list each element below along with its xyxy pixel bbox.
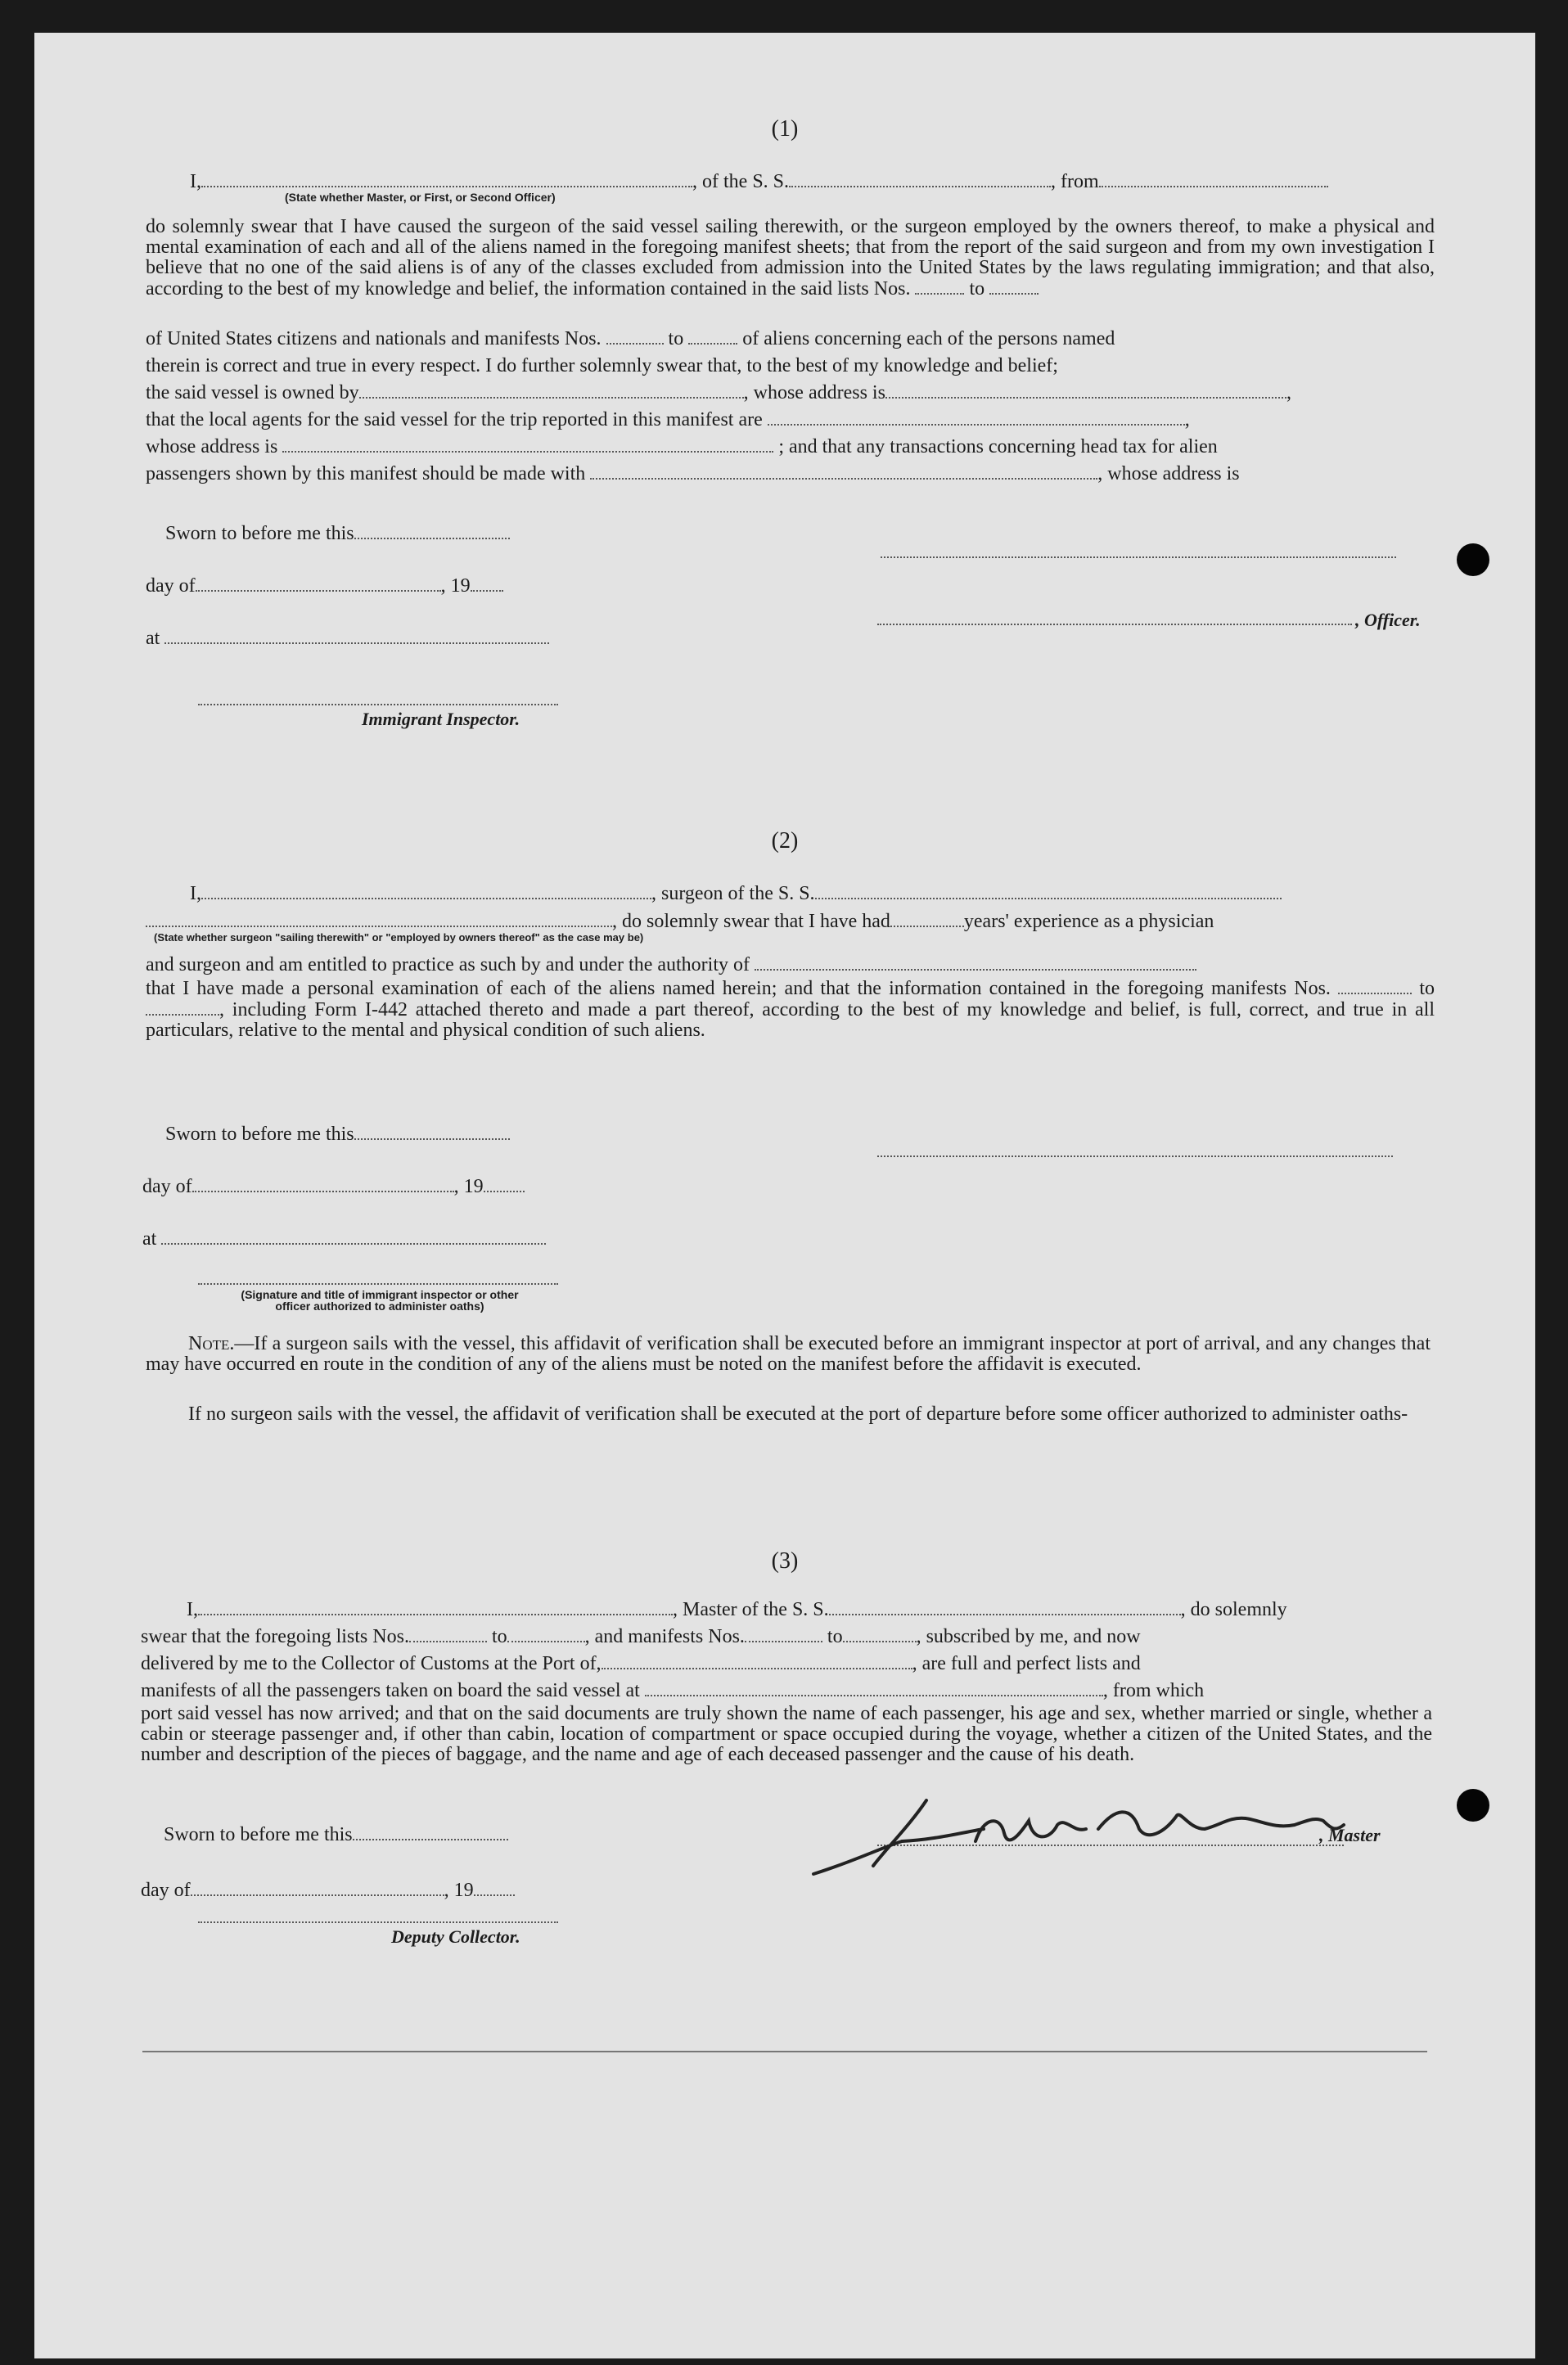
s3-manifests-all-label: manifests of all the passengers taken on board the said vessel at xyxy=(141,1680,640,1701)
s3-line-boarded xyxy=(141,1679,1204,1702)
s1-day-line xyxy=(146,574,503,597)
s1-agents-address-field[interactable] xyxy=(282,436,773,453)
s1-line-agents: that the local agents for the said vessel for the trip reported in this manifest are , xyxy=(146,409,1190,430)
s3-collector-sig-line[interactable] xyxy=(198,1921,558,1923)
s1-inspector-sig-line[interactable] xyxy=(198,704,558,705)
s3-sworn-label: Sworn to before me this xyxy=(164,1824,353,1845)
s3-manifests-to-field[interactable] xyxy=(843,1626,917,1642)
s2-surgeon-name-field[interactable] xyxy=(201,883,651,899)
s2-surgeon-type-field[interactable] xyxy=(146,911,612,927)
s3-sworn-day-field[interactable] xyxy=(353,1824,508,1840)
s2-surgeon-sig-line[interactable] xyxy=(877,1155,1393,1157)
s1-lists-to-field[interactable] xyxy=(989,278,1039,295)
s2-manifests-to-field[interactable] xyxy=(146,999,219,1016)
s2-inspector-sig-line[interactable] xyxy=(198,1283,558,1285)
s2-sworn-line xyxy=(165,1123,510,1146)
s2-year-label: , 19 xyxy=(453,1176,484,1197)
s1-at-line xyxy=(146,627,549,650)
s1-of-ss-label: , of the S. S. xyxy=(692,171,790,192)
s3-full-label: , are full and perfect lists and xyxy=(912,1653,1141,1674)
s3-do-solemnly-label: , do solemnly xyxy=(1180,1599,1287,1620)
s2-line-swear xyxy=(146,910,1214,933)
s1-sworn-day-field[interactable] xyxy=(354,523,510,539)
s1-body-2a: of United States citizens and nationals and manifests Nos. xyxy=(146,328,602,349)
s3-day-label: day of xyxy=(141,1880,191,1901)
s1-body-3: therein is correct and true in every respect. I do further solemnly swear that, to the best of my knowledge and belief; xyxy=(146,355,1058,376)
s3-month-field[interactable] xyxy=(191,1880,444,1896)
s2-line-surgeon xyxy=(190,882,1282,905)
s1-whose-address3-label: , whose address is xyxy=(1097,463,1240,484)
s3-collector-caption: Deputy Collector. xyxy=(391,1926,520,1947)
punch-hole-bottom xyxy=(1457,1789,1489,1822)
s1-ship-name-field[interactable] xyxy=(789,171,1051,187)
s3-manifests-from-field[interactable] xyxy=(745,1626,822,1642)
s2-authority-label: and surgeon and am entitled to practice as such by and under the authority of xyxy=(146,954,750,975)
s2-sworn-label: Sworn to before me this xyxy=(165,1124,354,1145)
s1-officer-title-line[interactable] xyxy=(877,624,1352,625)
s2-year-field[interactable] xyxy=(484,1176,525,1192)
s1-officer-caption: (State whether Master, or First, or Second Officer) xyxy=(285,191,556,204)
s2-at-line xyxy=(142,1228,546,1250)
s1-from-field[interactable] xyxy=(1099,171,1328,187)
s3-to-1: to xyxy=(491,1626,507,1647)
s1-officer-caption: , Officer. xyxy=(1355,610,1421,630)
s1-whose-address-label: , whose address is xyxy=(743,382,885,403)
s3-line-lists xyxy=(141,1625,1141,1648)
s2-paragraph xyxy=(146,978,1435,1041)
s1-officer-name-field[interactable] xyxy=(201,171,692,187)
s1-body-2b: of aliens concerning each of the persons named xyxy=(742,328,1115,349)
punch-hole-top xyxy=(1457,543,1489,576)
s1-at-label: at xyxy=(146,628,160,649)
s1-to-2: to xyxy=(668,328,684,349)
s3-body: port said vessel has now arrived; and that on the said documents are truly shown the name of each passenger, his age and sex, whether married or single, whether a cabin or steerage passenger and, if other than cabin, location of compartment or space occupied during the voyage, whether a citizen of the United States, and the number and description of the pieces of baggage, and the name and age of each deceased passenger and the cause of his death. xyxy=(141,1703,1432,1765)
s3-line-port xyxy=(141,1652,1141,1675)
s1-officer-sig-line[interactable] xyxy=(881,556,1396,558)
s3-subscribed-label: , subscribed by me, and now xyxy=(916,1626,1141,1647)
s3-to-2: to xyxy=(827,1626,843,1647)
s1-agents-field[interactable] xyxy=(768,409,1185,426)
s3-port-field[interactable] xyxy=(602,1653,912,1669)
s2-swear-label: , do solemnly swear that I have had xyxy=(612,911,890,932)
s3-i-label: I, xyxy=(187,1599,198,1620)
s3-ship-field[interactable] xyxy=(829,1599,1181,1615)
s1-line-owned: the said vessel is owned by , whose address is , xyxy=(146,382,1291,403)
s1-month-field[interactable] xyxy=(196,575,441,592)
s1-paragraph xyxy=(146,217,1435,300)
s2-body-1: that I have made a personal examination of each of the aliens named herein; and that the information contained in the foregoing manifests Nos. xyxy=(146,978,1331,999)
s3-boarded-at-field[interactable] xyxy=(645,1680,1103,1696)
s2-month-field[interactable] xyxy=(192,1176,454,1192)
s3-master-caption: , Master xyxy=(1319,1825,1381,1845)
s1-i-label: I, xyxy=(190,171,201,192)
section-3-number: (3) xyxy=(771,1548,799,1574)
s2-day-label: day of xyxy=(142,1176,192,1197)
s1-sworn-line xyxy=(165,522,510,545)
section-2-number: (2) xyxy=(771,828,799,854)
bottom-rule xyxy=(142,2051,1427,2052)
s3-swear-lists-label: swear that the foregoing lists Nos. xyxy=(141,1626,409,1647)
s2-years-label: years' experience as a physician xyxy=(963,911,1214,932)
s2-body-2: , including Form I-442 attached thereto and made a part thereof, according to the best of my knowledge and belief, is full, correct, and true in all particulars, relative to the mental and physical condition of such aliens. xyxy=(146,999,1435,1041)
s2-years-field[interactable] xyxy=(890,911,964,927)
s2-day-line xyxy=(142,1175,525,1198)
s1-passengers-label: passengers shown by this manifest should be made with xyxy=(146,463,586,484)
s3-line-master xyxy=(187,1598,1287,1621)
s2-manifests-from-field[interactable] xyxy=(1338,978,1412,994)
note-paragraph-2: If no surgeon sails with the vessel, the affidavit of verification shall be executed at the port of departure before some officer authorized to administer oaths- xyxy=(188,1403,1408,1425)
note-label: Note. xyxy=(188,1333,235,1354)
s1-head-tax-contact-field[interactable] xyxy=(590,463,1097,480)
note-text-1: —If a surgeon sails with the vessel, this affidavit of verification shall be executed before an immigrant inspector at port of arrival, and any changes that may have occurred en route in the condition of any of the aliens must be noted on the manifest before the affidavit is executed. xyxy=(146,1333,1431,1375)
s1-head-tax-label: ; and that any transactions concerning head tax for alien xyxy=(778,436,1218,457)
s1-body-1: do solemnly swear that I have caused the surgeon of the said vessel sailing therewith, or the surgeon employed by the owners thereof, to make a physical and mental examination of each and all of the aliens named in the foregoing manifest sheets; that from the report of the said surgeon and from my own investigation I believe that no one of the said aliens is of any of the classes excluded from admission into the United States by the laws regulating immigration; and that also, according to the best of my knowledge and belief, the information contained in the said lists Nos. xyxy=(146,216,1435,300)
s3-sworn-line xyxy=(164,1823,508,1846)
s3-master-name-field[interactable] xyxy=(198,1599,673,1615)
s1-line-address2 xyxy=(146,435,1218,458)
section-1-number: (1) xyxy=(771,116,799,142)
s3-from-which-label: , from which xyxy=(1102,1680,1205,1701)
s3-year-label: , 19 xyxy=(444,1880,474,1901)
master-signature xyxy=(804,1784,1393,1882)
s2-sworn-day-field[interactable] xyxy=(354,1124,510,1140)
s1-manifests-from-field[interactable] xyxy=(606,328,664,345)
s3-lists-to-field[interactable] xyxy=(507,1626,585,1642)
s1-year-label: , 19 xyxy=(440,575,471,597)
s1-agents-label: that the local agents for the said vessel for the trip reported in this manifest are xyxy=(146,409,763,430)
s2-at-label: at xyxy=(142,1228,157,1250)
s3-lists-from-field[interactable] xyxy=(409,1626,487,1642)
s1-manifests-to-field[interactable] xyxy=(688,328,737,345)
s2-sig-caption: (Signature and title of immigrant inspector or other officer authorized to administer oaths) xyxy=(241,1288,519,1313)
s1-owned-label: the said vessel is owned by xyxy=(146,382,359,403)
s1-owner-field[interactable] xyxy=(359,382,744,399)
s2-line-authority xyxy=(146,953,1196,976)
s1-line-manifests xyxy=(146,327,1115,350)
s1-to-1: to xyxy=(969,278,985,300)
s1-whose-address2-label: whose address is xyxy=(146,436,278,457)
s1-sworn-label: Sworn to before me this xyxy=(165,523,354,544)
s2-to: to xyxy=(1419,978,1435,999)
note-paragraph-1 xyxy=(146,1334,1431,1375)
s2-authority-field[interactable] xyxy=(755,954,1196,971)
s1-year-field[interactable] xyxy=(471,575,503,592)
s1-day-label: day of xyxy=(146,575,196,597)
s2-surgeon-of-label: , surgeon of the S. S. xyxy=(651,883,815,904)
s1-line-master xyxy=(190,170,1328,193)
s1-line-passengers xyxy=(146,462,1240,485)
s1-from-label: , from xyxy=(1051,171,1099,192)
s3-day-line xyxy=(141,1879,515,1902)
s1-inspector-caption: Immigrant Inspector. xyxy=(362,709,520,729)
s3-year-field[interactable] xyxy=(474,1880,515,1896)
s3-master-of-label: , Master of the S. S. xyxy=(673,1599,829,1620)
s2-at-field[interactable] xyxy=(161,1228,546,1245)
s1-lists-from-field[interactable] xyxy=(915,278,964,295)
s2-type-caption: (State whether surgeon "sailing therewith" or "employed by owners thereof" as the case may be) xyxy=(154,931,644,944)
s2-ship-field[interactable] xyxy=(815,883,1282,899)
s1-at-field[interactable] xyxy=(164,628,549,644)
s1-owner-address-field[interactable] xyxy=(885,382,1286,399)
s2-i-label: I, xyxy=(190,883,201,904)
s3-delivered-label: delivered by me to the Collector of Customs at the Port of, xyxy=(141,1653,602,1674)
document-page xyxy=(34,33,1535,2358)
s3-and-manifests-label: , and manifests Nos. xyxy=(584,1626,745,1647)
